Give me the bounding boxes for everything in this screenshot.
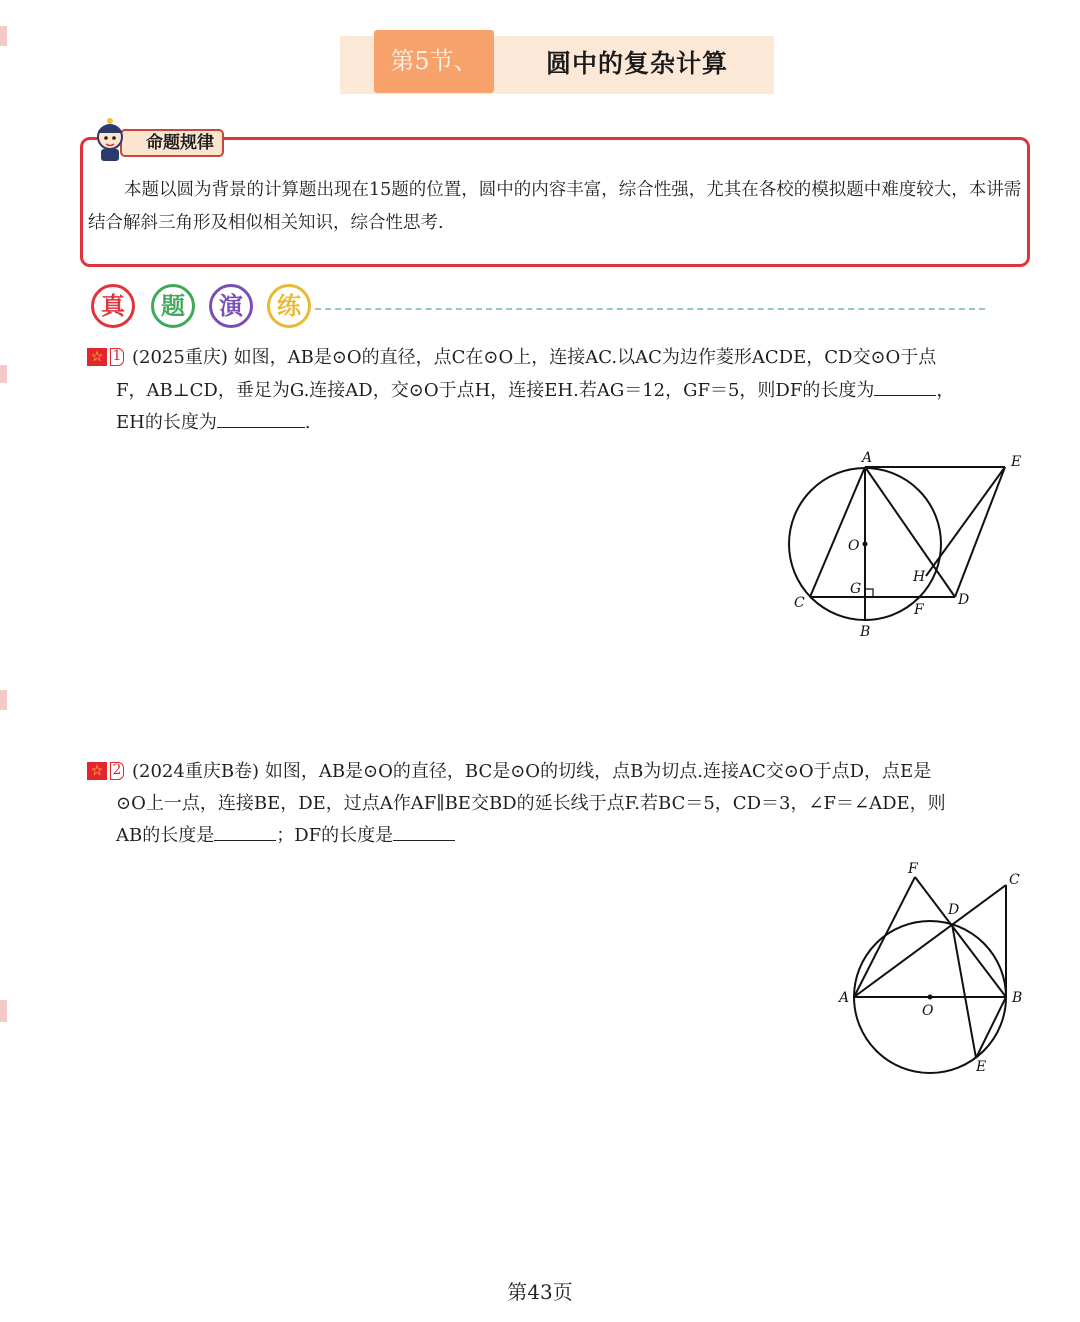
problem-2-number: 2	[110, 762, 124, 780]
problem-1-line2-row: F，AB⊥CD，垂足为G.连接AD，交⊙O于点H，连接EH.若AG＝12，GF＝5，则DF的长度为 ，	[116, 374, 1036, 407]
problem-1-line3-row: EH的长度为 .	[116, 406, 516, 439]
problem-2-line2: ⊙O上一点，连接BE，DE，过点A作AF∥BE交BD的延长线于点F.若BC＝5，CD＝3，∠F＝∠ADE，则	[116, 793, 946, 814]
badge-ti: 题	[151, 284, 195, 328]
problem-1-number: 1	[110, 348, 124, 366]
answer-blank[interactable]	[217, 409, 305, 428]
problem-2-line3a: AB的长度是	[116, 825, 215, 846]
fig2-label-E: E	[976, 1059, 987, 1075]
problem-2-line3b: ；DF的长度是	[276, 825, 394, 846]
problem-1-text	[132, 341, 1032, 374]
fig1-label-D: D	[958, 592, 970, 608]
answer-blank[interactable]	[214, 822, 276, 841]
fig2-label-B: B	[1012, 990, 1023, 1006]
mascot-icon	[88, 113, 134, 163]
answer-blank[interactable]	[393, 822, 455, 841]
problem-2-text	[132, 755, 1032, 788]
practice-badges	[91, 284, 991, 334]
fig1-label-G: G	[850, 581, 862, 597]
problem-1-line2: F，AB⊥CD，垂足为G.连接AD，交⊙O于点H，连接EH.若AG＝12，GF＝5，则DF的长度为	[116, 380, 875, 401]
badge-zhen: 真	[91, 284, 135, 328]
rule-text: 本题以圆为背景的计算题出现在15题的位置，圆中的内容丰富，综合性强，尤其在各校的模拟题中难度较大，本讲需结合解斜三角形及相似相关知识，综合性思考.	[88, 180, 1022, 233]
fig1-label-C: C	[794, 595, 805, 611]
fig2-label-A: A	[839, 990, 850, 1006]
fig1-label-A: A	[862, 450, 873, 466]
section-tag: 第5节、	[374, 30, 494, 93]
fig2-label-F: F	[908, 861, 918, 877]
section-title: 圆中的复杂计算	[545, 49, 728, 78]
problem-1-line1: 如图，AB是⊙O的直径，点C在⊙O上，连接AC.以AC为边作菱形ACDE，CD交⊙O于点	[233, 347, 937, 368]
problem-2-star-icon: ☆	[87, 762, 107, 780]
fig1-label-B: B	[860, 624, 871, 640]
problem-2-source: (2024重庆B卷)	[132, 761, 260, 782]
fig1-label-F: F	[914, 602, 924, 618]
fig2-label-O: O	[922, 1003, 934, 1019]
problem-2-line1: 如图，AB是⊙O的直径，BC是⊙O的切线，点B为切点.连接AC交⊙O于点D，点E是	[264, 761, 932, 782]
badge-lian: 练	[267, 284, 311, 328]
page-number: 第43页	[507, 1280, 573, 1304]
fig2-label-C: C	[1009, 872, 1020, 888]
problem-1-figure	[780, 445, 1030, 645]
problem-1-line3: EH的长度为	[116, 412, 217, 433]
rule-tab-label: 命题规律	[120, 129, 224, 157]
fig2-label-D: D	[948, 902, 960, 918]
divider-line	[315, 308, 985, 310]
problem-1-star-icon: ☆	[87, 348, 107, 366]
problem-1-source: (2025重庆)	[132, 347, 228, 368]
problem-2-figure	[830, 855, 1030, 1080]
problem-2-line3-row	[116, 819, 616, 852]
fig1-label-H: H	[913, 569, 926, 585]
fig1-label-E: E	[1011, 454, 1022, 470]
answer-blank[interactable]	[874, 377, 936, 396]
badge-yan: 演	[209, 284, 253, 328]
fig1-label-O: O	[848, 538, 860, 554]
problem-2-line2-row	[116, 787, 1036, 820]
